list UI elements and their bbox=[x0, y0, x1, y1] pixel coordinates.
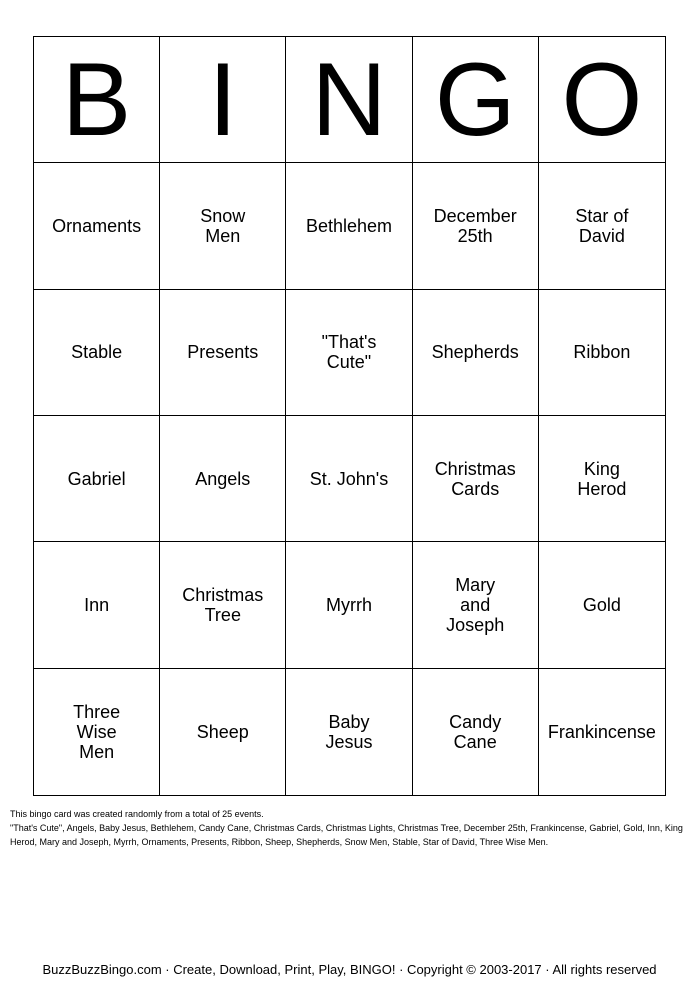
header-letter-b: B bbox=[34, 37, 160, 163]
note-summary: This bingo card was created randomly from a total of 25 events. bbox=[10, 809, 264, 819]
bingo-square: Stable bbox=[34, 290, 160, 416]
header-letter-o: O bbox=[539, 37, 665, 163]
bingo-square: Christmas Tree bbox=[160, 542, 286, 668]
bingo-square: Presents bbox=[160, 290, 286, 416]
header-letter-i: I bbox=[160, 37, 286, 163]
bingo-square: Shepherds bbox=[413, 290, 539, 416]
bingo-square: Candy Cane bbox=[413, 669, 539, 795]
bingo-square: Bethlehem bbox=[286, 163, 412, 289]
note-event-list: "That's Cute", Angels, Baby Jesus, Bethlehem, Candy Cane, Christmas Cards, Christmas Lights, Christmas Tree, December 25th, Frankincense, Gabriel, Gold, Inn, King Herod, Mary and Joseph, Myrrh, Ornaments, Presents, Ribbon, Sheep, Shepherds, Snow Men, Stable, Star of David, Three Wise Men. bbox=[10, 823, 683, 847]
bingo-square: Ornaments bbox=[34, 163, 160, 289]
bingo-square: Gold bbox=[539, 542, 665, 668]
bingo-square: December 25th bbox=[413, 163, 539, 289]
bingo-square: St. John's bbox=[286, 416, 412, 542]
bingo-square: Ribbon bbox=[539, 290, 665, 416]
bingo-square: "That's Cute" bbox=[286, 290, 412, 416]
header-letter-g: G bbox=[413, 37, 539, 163]
bingo-square: Baby Jesus bbox=[286, 669, 412, 795]
header-letter-n: N bbox=[286, 37, 412, 163]
bingo-card bbox=[33, 36, 666, 796]
bingo-square: Myrrh bbox=[286, 542, 412, 668]
bingo-square: Star of David bbox=[539, 163, 665, 289]
bingo-square: Frankincense bbox=[547, 721, 656, 742]
bingo-square: Inn bbox=[34, 542, 160, 668]
bingo-square: Sheep bbox=[160, 669, 286, 795]
bingo-square: Mary and Joseph bbox=[413, 542, 539, 668]
card-note bbox=[10, 807, 690, 849]
bingo-square: Snow Men bbox=[160, 163, 286, 289]
bingo-square: Gabriel bbox=[34, 416, 160, 542]
bingo-square: Angels bbox=[160, 416, 286, 542]
bingo-square: Three Wise Men bbox=[34, 669, 160, 795]
bingo-square: King Herod bbox=[539, 416, 665, 542]
site-footer: BuzzBuzzBingo.com · Create, Download, Print, Play, BINGO! · Copyright © 2003-2017 · All rights reserved bbox=[42, 962, 657, 977]
bingo-square: Christmas Cards bbox=[413, 416, 539, 542]
